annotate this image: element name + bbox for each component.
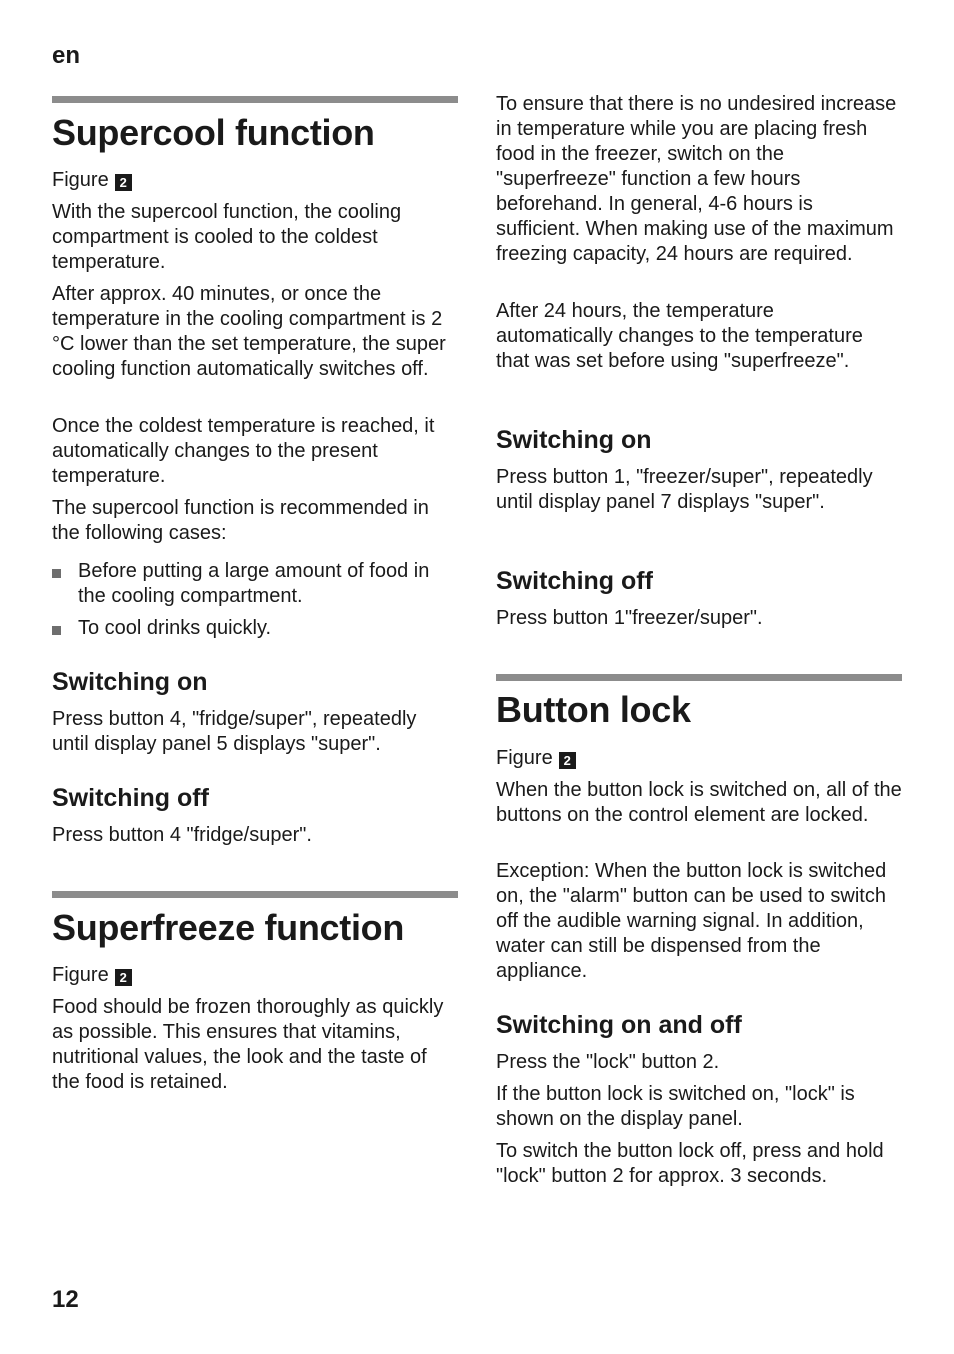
list-item — [52, 616, 458, 641]
language-code: en — [52, 42, 81, 69]
figure-label: Figure — [52, 169, 109, 191]
page-number: 12 — [52, 1286, 79, 1313]
superfreeze-paragraph-2: To ensure that there is no undesired increase in temperature while you are placing fresh food in the freezer, switch on the "superfreeze" function a few hours beforehand. In general, 4-6 hours is sufficient. When making use of the maximum freezing capacity, 24 hours are required. — [496, 93, 897, 265]
supercool-switching-off-text: Press button 4 "fridge/super". — [52, 824, 312, 846]
figure-number-icon: 2 — [115, 174, 132, 191]
superfreeze-figure-ref — [52, 963, 132, 988]
supercool-paragraph-1: With the supercool function, the cooling compartment is cooled to the coldest temperature. — [52, 201, 402, 273]
supercool-paragraph-3: Once the coldest temperature is reached, it automatically changes to the present temperature. — [52, 415, 435, 487]
button-lock-paragraph-1: When the button lock is switched on, all of the buttons on the control element are locked. — [496, 779, 902, 826]
supercool-switching-off-heading: Switching off — [52, 784, 209, 812]
button-lock-paragraph-4: If the button lock is switched on, "lock" is shown on the display panel. — [496, 1083, 855, 1130]
superfreeze-title: Superfreeze function — [52, 907, 405, 948]
figure-label: Figure — [52, 964, 109, 986]
list-item-text: Before putting a large amount of food in the cooling compartment. — [78, 560, 430, 607]
superfreeze-paragraph-3: After 24 hours, the temperature automatically changes to the temperature that was set before using "superfreeze". — [496, 300, 863, 372]
button-lock-figure-ref — [496, 746, 576, 771]
figure-number-icon: 2 — [559, 752, 576, 769]
supercool-figure-ref — [52, 168, 132, 193]
supercool-paragraph-4: The supercool function is recommended in the following cases: — [52, 497, 429, 544]
button-lock-paragraph-3: Press the "lock" button 2. — [496, 1051, 720, 1073]
superfreeze-switching-on-text: Press button 1, "freezer/super", repeatedly until display panel 7 displays "super". — [496, 466, 873, 513]
button-lock-title: Button lock — [496, 689, 691, 730]
supercool-title: Supercool function — [52, 112, 375, 153]
bullet-square-icon — [52, 569, 61, 578]
superfreeze-switching-on-heading: Switching on — [496, 426, 652, 454]
list-item-text: To cool drinks quickly. — [78, 617, 272, 639]
button-lock-paragraph-5: To switch the button lock off, press and hold "lock" button 2 for approx. 3 seconds. — [496, 1140, 884, 1187]
section-rule — [52, 891, 458, 898]
button-lock-paragraph-2: Exception: When the button lock is switched on, the "alarm" button can be used to switch off the audible warning signal. In addition, water can still be dispensed from the appliance. — [496, 860, 887, 982]
supercool-paragraph-2: After approx. 40 minutes, or once the temperature in the cooling compartment is 2 °C lower than the set temperature, the super cooling function automatically switches off. — [52, 283, 446, 380]
superfreeze-switching-off-text: Press button 1"freezer/super". — [496, 607, 763, 629]
figure-label: Figure — [496, 747, 553, 769]
section-rule — [496, 674, 902, 681]
figure-number-icon: 2 — [115, 969, 132, 986]
supercool-switching-on-heading: Switching on — [52, 668, 208, 696]
bullet-square-icon — [52, 626, 61, 635]
list-item — [52, 559, 458, 609]
supercool-switching-on-text: Press button 4, "fridge/super", repeatedly until display panel 5 displays "super". — [52, 708, 417, 755]
section-rule — [52, 96, 458, 103]
button-lock-switching-heading: Switching on and off — [496, 1011, 742, 1039]
superfreeze-switching-off-heading: Switching off — [496, 567, 653, 595]
superfreeze-paragraph-1: Food should be frozen thoroughly as quickly as possible. This ensures that vitamins, nutritional values, the look and the taste of the food is retained. — [52, 996, 444, 1093]
